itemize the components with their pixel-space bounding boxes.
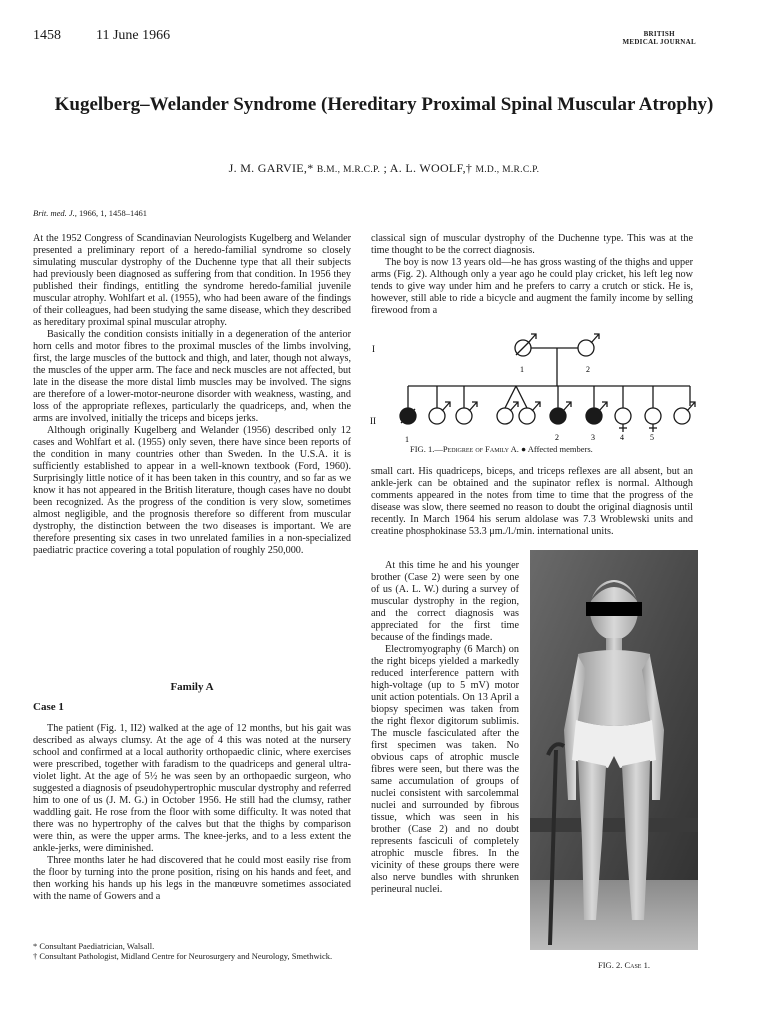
paragraph: At this time he and his younger brother (Case 2) were seen by one of us (A. L. W.) during a survey of muscular dystrophy in the region, and the correct diagnosis was appreciated for the first time because of the findings made. [371, 560, 519, 643]
right-column-middle [371, 466, 693, 538]
author-2-degrees: M.D., M.R.C.P. [475, 165, 540, 175]
journal-name-line1: BRITISH [643, 30, 675, 38]
pedigree-number: 5 [650, 433, 654, 442]
paragraph: At the 1952 Congress of Scandinavian Neurologists Kugelberg and Welander presented a preliminary report of a heredo-familial syndrome so closely simulating muscular dystrophy of the Duchenne type that all their subjects had previously been diagnosed as suffering from that condition. In 1956 they published their findings, entitling the syndrome heredo-familial juvenile muscular atrophy. Wohlfart et al. (1955), who had been aware of the findings of their colleagues, had been studying the same disease, which they described as hereditary proximal spinal muscular atrophy. [33, 233, 351, 328]
author-1-degrees: B.M., M.R.C.P. [316, 165, 381, 175]
affected-marker-icon: ● [520, 444, 527, 454]
journal-name-line2: MEDICAL JOURNAL [622, 38, 696, 46]
author-1: J. M. GARVIE,* [228, 161, 314, 175]
footnote: * Consultant Paediatrician, Walsall. [33, 941, 155, 951]
paragraph: Basically the condition consists initially in a degeneration of the anterior horn cells and motor fibres to the proximal muscles of the limbs involving, first, the large muscles of the buttock and thigh, and later, though not always, the muscles of the upper arm. The face and neck muscles are not affected, but late in the disease the more distal limb muscles may be involved. The signs are therefore of a lower-motor-neurone disorder with weakness, wasting, and loss of the appropriate reflexes, particularly the quadriceps, and, when the arms are involved, initially the triceps and biceps jerks. [33, 329, 351, 424]
page-number: 1458 [33, 28, 61, 43]
pedigree-number: 2 [586, 365, 590, 374]
footnote: † Consultant Pathologist, Midland Centre for Neurosurgery and Neurology, Smethwick. [33, 951, 333, 961]
right-column-narrow [371, 560, 519, 896]
paragraph: classical sign of muscular dystrophy of the Duchenne type. This was at the time thought to be the correct diagnosis. [371, 233, 693, 256]
paragraph: Electromyography (6 March) on the right biceps yielded a markedly reduced interference pattern with high-voltage (up to 5 mV) motor unit action potentials. On 13 April a biopsy specimen was taken from the right flexor digitorum sublimis. The muscle fasciculated after the first specimen was taken. No obvious caps of atrophic muscle fibres were seen, but there was the same accumulation of groups of nuclei consistent with sarcolemmal nuclei and surrounded by fibrous tissue, which was seen in his brother (Case 2) and no doubt represents fasciculi of completely atrophic muscle fibres. In the vicinity of these groups there were also nerve bundles with shrunken perineural nuclei. [371, 644, 519, 895]
issue-date: 11 June 1966 [96, 28, 171, 43]
subsection-heading: Case 1 [33, 701, 64, 713]
author-separator: ; [383, 161, 388, 175]
left-column-case [33, 723, 351, 903]
left-column-intro [33, 233, 351, 557]
paragraph: The patient (Fig. 1, II2) walked at the age of 12 months, but his gait was described as always clumsy. At the age of 4 this was noted at the nursery school and confirmed at a local authority orthopaedic clinic, where exercises were prescribed, together with faradism to the quadriceps and general ultra-violet light. At the age of 5½ he was seen by an orthopaedic surgeon, who suggested a diagnosis of pseudohypertrophic muscular dystrophy and referred him to one of us (J. M. G.) in October 1956. He still had the clumsy, rather waddling gait. He rose from the floor with some difficulty. It was noted that there was no hypertrophy of the calves but that the thighs by comparison were thin, as were the upper arms. The knee-jerks, and to a less extent the ankle-jerks, were diminished. [33, 723, 351, 854]
patient-photograph [530, 550, 698, 950]
paragraph: The boy is now 13 years old—he has gross wasting of the thighs and upper arms (Fig. 2). Although only a year ago he could play cricket, his left leg now tends to give way under him and he prefers to carry a crutch or stick. He is, however, still able to ride a bicycle and augment the family income by selling firewood from a [371, 257, 693, 316]
figure-1-caption-prefix: FIG. 1.—Pedigree of Family A. [410, 444, 519, 454]
author-2: A. L. WOOLF,† [389, 161, 473, 175]
pedigree-number: 2 [555, 433, 559, 442]
pedigree-number: 4 [620, 433, 624, 442]
pedigree-number: 1 [405, 435, 409, 444]
figure-1-caption-suffix: Affected members. [527, 444, 593, 454]
pedigree-number: 1 [520, 365, 524, 374]
paragraph: Three months later he had discovered that he could most easily rise from the floor by turning into the prone position, rising on his hands and feet, and then working his hands up his legs in the manœuvre sometimes associated with the name of Gowers and a [33, 855, 351, 902]
citation-ref: 1966, 1, 1458–1461 [79, 208, 148, 218]
figure-2-caption: FIG. 2. Case 1. [598, 960, 650, 970]
author-line [40, 161, 728, 176]
generation-label-i: I [372, 344, 375, 354]
eye-bar [586, 602, 642, 616]
pedigree-number: 3 [591, 433, 595, 442]
pedigree-figure [360, 328, 700, 448]
generation-label-ii: II [370, 416, 376, 426]
right-column-top [371, 233, 693, 317]
figure-1-caption [410, 444, 593, 454]
citation-journal: Brit. med. J., [33, 208, 77, 218]
journal-name [622, 30, 696, 46]
article-title: Kugelberg–Welander Syndrome (Hereditary Proximal Spinal Muscular Atrophy) [54, 94, 714, 115]
paragraph: Although originally Kugelberg and Welander (1956) described only 12 cases and Wohlfart et al. (1955) only seven, there have since been reports of the condition in many countries other than Sweden. In the U.S.A. it is sufficiently established to appear in a well-known textbook (Ford, 1960). Surprisingly little notice of it has been taken in this country, and so far as we know it has not appeared in the British literature, though cases have no doubt been recognized. As the progress of the condition is very slow, sometimes almost negligible, and the prognosis therefore so different from muscular dystrophy, the distinction between the two diseases is important. We are therefore presenting six cases in two unrelated families in a non-specialized paediatric practice covering a total population of roughly 250,000. [33, 425, 351, 556]
citation [33, 208, 147, 218]
section-heading: Family A [170, 681, 214, 693]
footnotes [33, 941, 351, 961]
paragraph: small cart. His quadriceps, biceps, and triceps reflexes are all absent, but an ankle-jerk can be obtained and the supinator reflex is normal. Although comments appeared in the notes from time to time that the progress of the disease was slow, there seemed no reason to doubt the original diagnosis until recently. In March 1964 his serum aldolase was 7.3 Wroblewski units and creatine phosphokinase 53.3 μm./l./min. international units. [371, 466, 693, 537]
